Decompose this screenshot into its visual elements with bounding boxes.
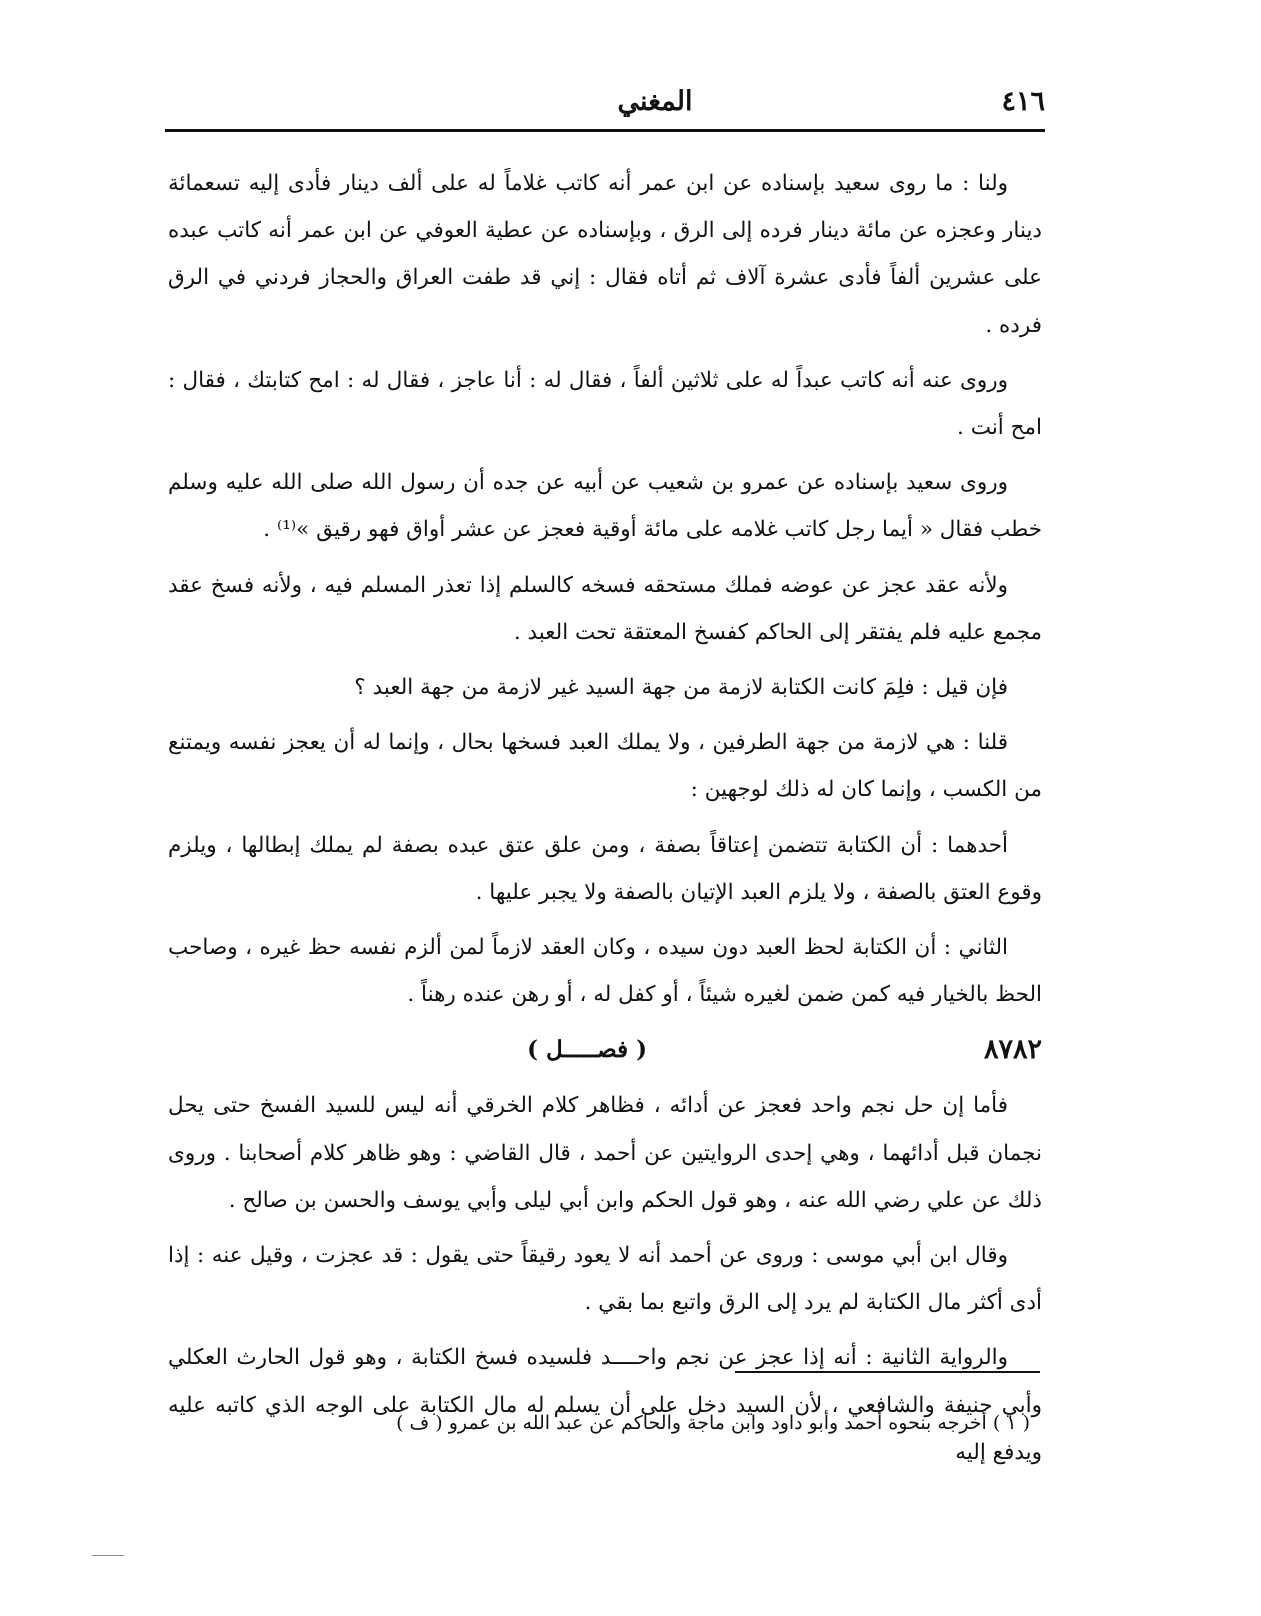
paragraph: وروى سعيد بإسناده عن عمرو بن شعيب عن أبيه عن جده أن رسول الله صلى الله عليه وسلم خطب فقال « أيما رجل كاتب غلامه على مائة أوقية فعجز عن عشر أواق فهو رقيق »⁽¹⁾ . [168, 470, 1042, 543]
paragraph: وروى عنه أنه كاتب عبداً له على ثلاثين ألفاً ، فقال له : أنا عاجز ، فقال له : امح كتابتك ، فقال : امح أنت . [168, 367, 1042, 441]
section-heading [168, 1026, 1042, 1074]
paragraph: ولنا : ما روى سعيد بإسناده عن ابن عمر أنه كاتب غلاماً له على ألف دينار فأدى إليه تسعمائة دينار وعجزه عن مائة دينار فرده إلى الرق ، وبإسناده عن عطية العوفي عن ابن عمر أنه كاتب عبده على عشرين ألفاً فأدى عشرة آلاف ثم أتاه فقال : إني قد طفت العراق والحجاز فردني في الرق فرده . [168, 171, 1042, 338]
paragraph: ولأنه عقد عجز عن عوضه فملك مستحقه فسخه كالسلم إذا تعذر المسلم فيه ، ولأنه فسخ عقد مجمع عليه فلم يفتقر إلى الحاكم كفسخ المعتقة تحت العبد . [168, 572, 1042, 645]
paragraph: الثاني : أن الكتابة لحظ العبد دون سيده ، وكان العقد لازماً لمن ألزم نفسه حظ غيره ، وصاحب الحظ بالخيار فيه كمن ضمن لغيره شيئاً ، أو كفل له ، أو رهن عنده رهناً . [168, 935, 1042, 1008]
paragraph: فإن قيل : فلِمَ كانت الكتابة لازمة من جهة السيد غير لازمة من جهة العبد ؟ [354, 675, 1008, 701]
section-title: ( فصـــــل ) [527, 1036, 647, 1064]
main-text [168, 160, 1042, 1484]
paragraph: والرواية الثانية : أنه إذا عجز عن نجم واحــــد فلسيده فسخ الكتابة ، وهو قول الحارث العكلي وأبي حنيفة والشافعي ، لأن السيد دخل على أن يسلم له مال الكتابة على الوجه الذي كاتبه عليه ويدفع إليه [168, 1345, 1042, 1465]
page-header [165, 78, 1045, 130]
footnote-rule [735, 1371, 1040, 1373]
running-title: المغني [617, 86, 693, 117]
scan-mark [92, 1555, 124, 1556]
page-number: ٤١٦ [1001, 86, 1045, 117]
paragraph: فأما إن حل نجم واحد فعجز عن أدائه ، فظاهر كلام الخرقي أنه ليس للسيد الفسخ حتى يحل نجمان قبل أدائهما ، وهي إحدى الروايتين عن أحمد ، قال القاضي : وهو ظاهر كلام أصحابنا . وروى ذلك عن علي رضي الله عنه ، وهو قول الحكم وابن أبي ليلى وأبي يوسف والحسن بن صالح . [168, 1093, 1042, 1213]
section-number: ٨٧٨٢ [983, 1034, 1042, 1066]
header-rule [165, 129, 1045, 132]
paragraph: وقال ابن أبي موسى : وروى عن أحمد أنه لا يعود رقيقاً حتى يقول : قد عجزت ، وقيل عنه : إذا أدى أكثر مال الكتابة لم يرد إلى الرق واتبع بما بقي . [168, 1243, 1042, 1316]
footnote: ( ١ ) أخرجه بنحوه أحمد وأبو داود وابن ماجة والحاكم عن عبد الله بن عمرو ( ف ) [396, 1412, 1030, 1434]
paragraph: أحدهما : أن الكتابة تتضمن إعتاقاً بصفة ، ومن علق عتق عبده بصفة لم يملك إبطالها ، ويلزم وقوع العتق بالصفة ، ولا يلزم العبد الإتيان بالصفة ولا يجبر عليها . [168, 832, 1042, 905]
paragraph: قلنا : هي لازمة من جهة الطرفين ، ولا يملك العبد فسخها بحال ، وإنما له أن يعجز نفسه ويمتنع من الكسب ، وإنما كان له ذلك لوجهين : [168, 730, 1042, 803]
